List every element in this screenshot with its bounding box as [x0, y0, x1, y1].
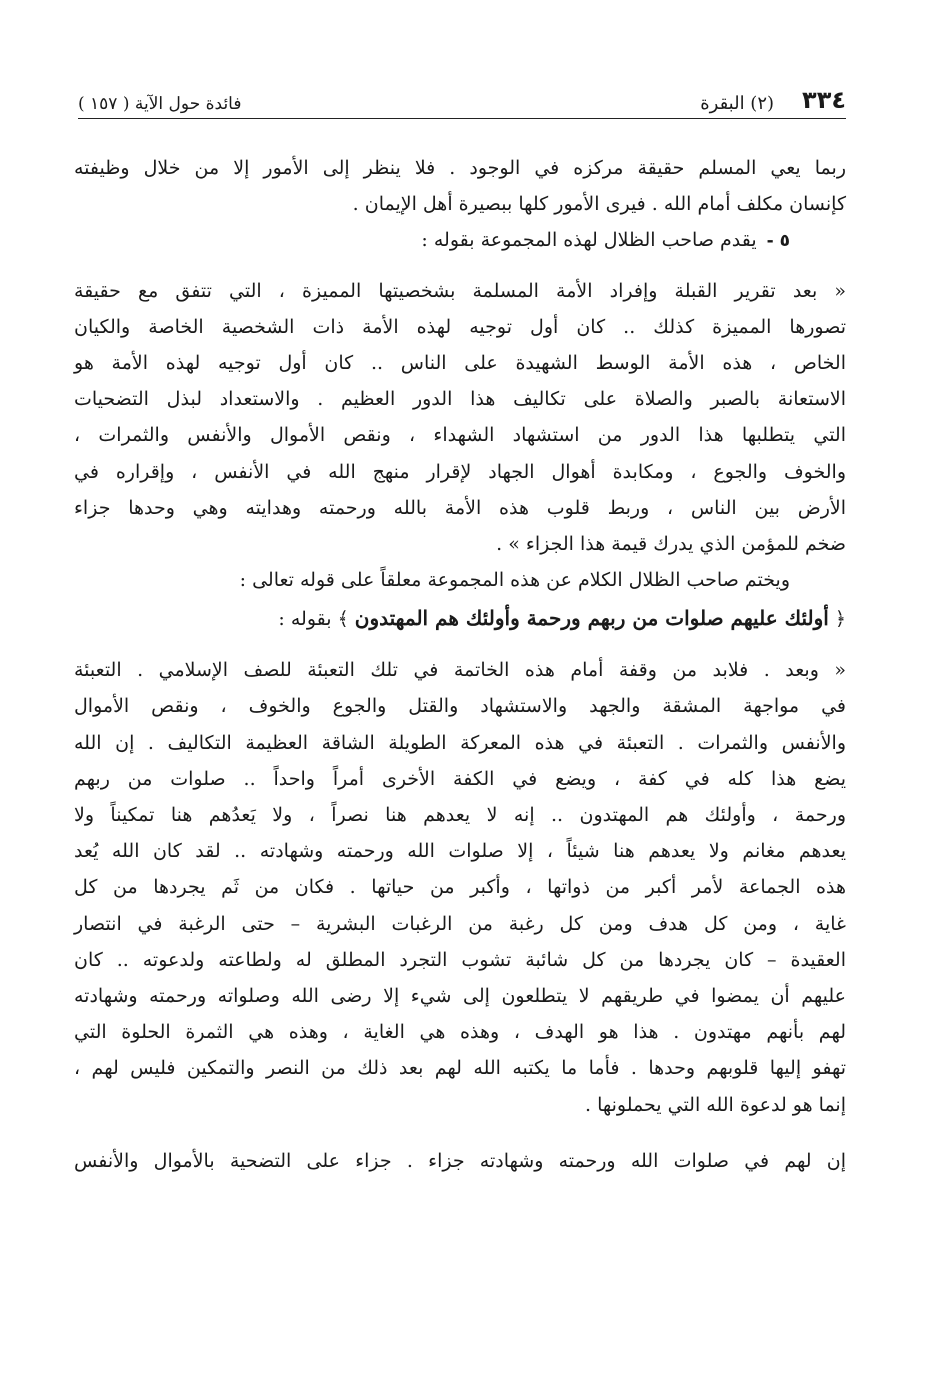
page-header	[78, 78, 846, 114]
header-right-group	[700, 86, 846, 114]
quote-line: ضخم للمؤمن الذي يدرك قيمة هذا الجزاء » .	[496, 532, 846, 555]
ornate-bracket-open: ﴿	[834, 608, 846, 631]
page-body	[74, 150, 846, 1179]
quote-2	[74, 652, 846, 1122]
quote-line: والأنفس والثمرات . التعبئة في هذه المعركة الطويلة الشاقة العظيمة التكاليف . إن الله	[74, 731, 846, 754]
quote-line: الخاص ، هذه الأمة الوسط الشهيدة على الناس .. كان أول توجيه لهذه الأمة هو	[74, 351, 846, 374]
ornate-bracket-close: ﴾	[337, 608, 349, 631]
text-line: ربما يعي المسلم حقيقة مركزه في الوجود . فلا ينظر إلى الأمور إلا من خلال وظيفته	[74, 157, 846, 179]
quote-line: عليهم أن يمضوا في طريقهم لا يتطلعون إلى شيء إلا رضى الله وصلواته ورحمته وشهادته	[74, 984, 846, 1007]
quote-line: لهم بأنهم مهتدون . هذا هو الهدف ، وهذه هي الغاية ، وهذه هي الثمرة الحلوة التي	[74, 1021, 846, 1044]
quote-line: التي يتطلبها هذا الدور من استشهاد الشهداء ، ونقص الأموال والأنفس والثمرات ،	[74, 424, 846, 447]
quote-line: يضع هذا كله في كفة ، ويضع في الكفة الأخرى أمراً واحداً .. صلوات من ربهم	[74, 767, 846, 790]
verse-suffix: بقوله :	[278, 608, 332, 631]
quote-line: تهفو إليها قلوبهم وحدها . فأما ما يكتبه الله لهم بعد ذلك من النصر والتمكين فليس لهم ،	[74, 1057, 846, 1080]
quote-line: هذه الجماعة لأمر أكبر من ذواتها ، وأكبر من حياتها . فكان من ثَم يجردها من كل	[74, 876, 846, 899]
surah-name: (٢) البقرة	[700, 93, 775, 114]
header-divider	[78, 118, 846, 119]
item-5-heading	[74, 222, 846, 258]
quote-line: يعدهم مغانم ولا يعدهم هنا شيئاً ، إلا صلوات الله ورحمته وشهادته .. لقد كان الله يُعد	[74, 840, 846, 863]
spacer	[74, 259, 846, 273]
quote-line: في مواجهة المشقة والجهد والاستشهاد والقتل والجوع والخوف ، ونقص الأموال	[74, 695, 846, 718]
quote-line: « وبعد . فلابد من وقفة أمام هذه الخاتمة في تلك التعبئة للصف الإسلامي . التعبئة	[74, 659, 846, 682]
quote-line: تصورها المميزة كذلك .. كان أول توجيه لهذه الأمة ذات الشخصية الخاصة والكيان	[74, 315, 846, 338]
quote-1	[74, 273, 846, 563]
item-number: ٥ -	[766, 231, 790, 252]
quote-line: والخوف والجوع ، ومكابدة أهوال الجهاد لإقرار منهج الله في الأنفس ، وإقراره في	[74, 460, 846, 483]
quote-line: ورحمة ، وأولئك هم المهتدون .. إنه لا يعدهم هنا نصراً ، ولا يَعدُهم هنا تمكيناً ولا	[74, 804, 846, 826]
item-text: يقدم صاحب الظلال لهذه المجموعة بقوله :	[421, 229, 757, 252]
quote-line: « بعد تقرير القبلة وإفراد الأمة المسلمة بشخصيتها المميزة ، التي تتفق مع حقيقة	[74, 279, 846, 302]
quote-line: العقيدة – كان يجردها من كل شائبة تشوب التجرد المطلق له ولطاعته ولدعوته .. كان	[74, 948, 846, 971]
quran-verse-line	[74, 598, 846, 638]
spacer	[74, 1123, 846, 1143]
quote-line: الأرض بين الناس ، وربط قلوب هذه الأمة بالله ورحمته وهدايته وهي وحدها جزاء	[74, 496, 846, 519]
quran-verse-text: أولئك عليهم صلوات من ربهم ورحمة وأولئك هم المهتدون	[354, 606, 829, 631]
page-number: ٣٣٤	[802, 86, 846, 114]
final-line: إن لهم في صلوات الله ورحمته وشهادته جزاء . جزاء على التضحية بالأموال والأنفس	[74, 1149, 846, 1172]
quote-line: غاية ، ومن كل هدف ومن كل رغبة من الرغبات البشرية – حتى الرغبة في انتصار	[74, 912, 846, 935]
quote-line: الاستعانة بالصبر والصلاة على تكاليف هذا الدور العظيم . والاستعداد لبذل التضحيات	[74, 388, 846, 411]
intro-paragraph	[74, 150, 846, 222]
quote-line: إنما هو لدعوة الله التي يحملونها .	[585, 1093, 846, 1116]
running-title: فائدة حول الآية ( ١٥٧ )	[78, 94, 242, 114]
text-line: كإنسان مكلف أمام الله . فيرى الأمور كلها ببصيرة أهل الإيمان .	[352, 193, 846, 216]
spacer	[74, 638, 846, 652]
closing-intro: ويختم صاحب الظلال الكلام عن هذه المجموعة معلقاً على قوله تعالى :	[239, 569, 790, 592]
